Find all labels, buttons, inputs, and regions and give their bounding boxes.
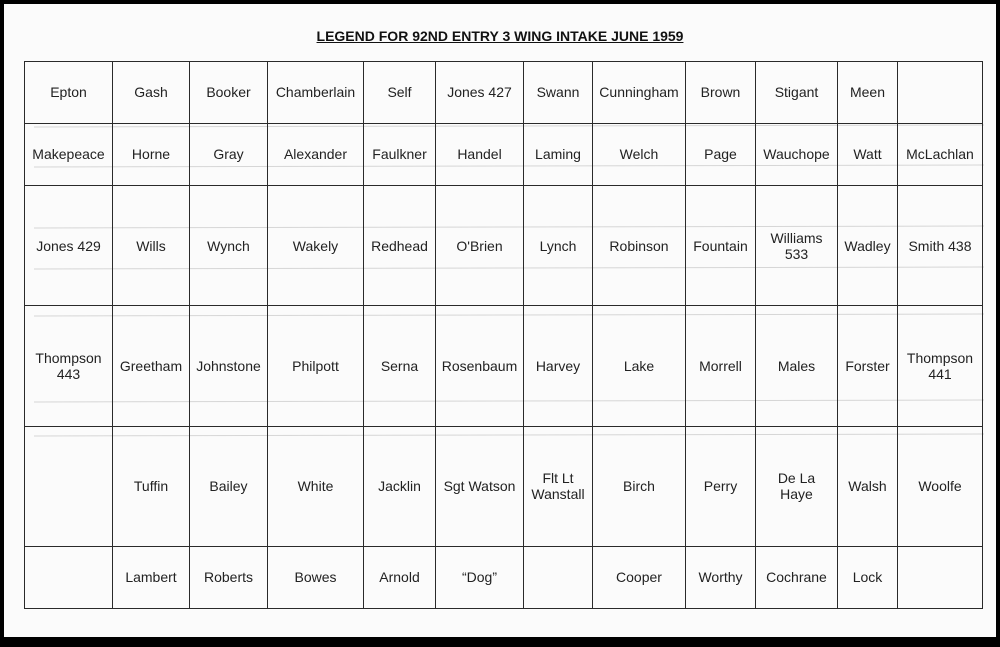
name-cell: Cooper	[593, 546, 686, 608]
name-cell: Williams 533	[756, 185, 838, 305]
name-cell: Flt Lt Wanstall	[524, 426, 593, 546]
name-cell: Epton	[25, 62, 113, 124]
name-cell: Meen	[838, 62, 898, 124]
name-cell: O'Brien	[436, 185, 524, 305]
name-cell: Gash	[113, 62, 190, 124]
empty-cell	[25, 546, 113, 608]
name-cell: Watt	[838, 123, 898, 185]
name-cell: Lambert	[113, 546, 190, 608]
name-cell: Bailey	[190, 426, 268, 546]
name-cell: Harvey	[524, 306, 593, 426]
name-cell: Brown	[686, 62, 756, 124]
name-cell: Serna	[364, 306, 436, 426]
empty-cell	[524, 546, 593, 608]
name-cell: Robinson	[593, 185, 686, 305]
name-cell: Smith 438	[898, 185, 983, 305]
name-cell: Thompson 443	[25, 306, 113, 426]
name-cell: Roberts	[190, 546, 268, 608]
legend-body	[25, 62, 983, 609]
name-cell: Greetham	[113, 306, 190, 426]
page-title: LEGEND FOR 92ND ENTRY 3 WING INTAKE JUNE 1959	[316, 28, 684, 44]
name-cell: Jones 427	[436, 62, 524, 124]
table-row	[25, 426, 983, 546]
name-cell: Wadley	[838, 185, 898, 305]
name-cell: Jones 429	[25, 185, 113, 305]
name-cell: Lynch	[524, 185, 593, 305]
name-cell: Handel	[436, 123, 524, 185]
name-cell: McLachlan	[898, 123, 983, 185]
name-cell: Laming	[524, 123, 593, 185]
name-cell: Stigant	[756, 62, 838, 124]
name-cell: Lock	[838, 546, 898, 608]
scanned-page	[4, 4, 996, 637]
scan-border	[0, 637, 1000, 647]
name-cell: Tuffin	[113, 426, 190, 546]
name-cell: Sgt Watson	[436, 426, 524, 546]
legend-table	[24, 61, 983, 609]
name-cell: Morrell	[686, 306, 756, 426]
name-cell: Walsh	[838, 426, 898, 546]
name-cell: Chamberlain	[268, 62, 364, 124]
name-cell: White	[268, 426, 364, 546]
name-cell: Cochrane	[756, 546, 838, 608]
name-cell: “Dog”	[436, 546, 524, 608]
table-row	[25, 123, 983, 185]
name-cell: Fountain	[686, 185, 756, 305]
empty-cell	[898, 62, 983, 124]
name-cell: Lake	[593, 306, 686, 426]
name-cell: Arnold	[364, 546, 436, 608]
name-cell: Redhead	[364, 185, 436, 305]
name-cell: De La Haye	[756, 426, 838, 546]
name-cell: Page	[686, 123, 756, 185]
name-cell: Birch	[593, 426, 686, 546]
name-cell: Wynch	[190, 185, 268, 305]
name-cell: Perry	[686, 426, 756, 546]
name-cell: Swann	[524, 62, 593, 124]
name-cell: Worthy	[686, 546, 756, 608]
name-cell: Makepeace	[25, 123, 113, 185]
name-cell: Horne	[113, 123, 190, 185]
name-cell: Johnstone	[190, 306, 268, 426]
name-cell: Alexander	[268, 123, 364, 185]
name-cell: Self	[364, 62, 436, 124]
empty-cell	[898, 546, 983, 608]
empty-cell	[25, 426, 113, 546]
name-cell: Woolfe	[898, 426, 983, 546]
name-cell: Bowes	[268, 546, 364, 608]
name-cell: Forster	[838, 306, 898, 426]
name-cell: Jacklin	[364, 426, 436, 546]
name-cell: Gray	[190, 123, 268, 185]
name-cell: Booker	[190, 62, 268, 124]
table-row	[25, 306, 983, 426]
table-row	[25, 546, 983, 608]
table-row	[25, 185, 983, 305]
name-cell: Males	[756, 306, 838, 426]
table-row	[25, 62, 983, 124]
name-cell: Cunningham	[593, 62, 686, 124]
name-cell: Wills	[113, 185, 190, 305]
name-cell: Rosenbaum	[436, 306, 524, 426]
name-cell: Philpott	[268, 306, 364, 426]
name-cell: Wauchope	[756, 123, 838, 185]
name-cell: Wakely	[268, 185, 364, 305]
name-cell: Thompson 441	[898, 306, 983, 426]
name-cell: Welch	[593, 123, 686, 185]
name-cell: Faulkner	[364, 123, 436, 185]
